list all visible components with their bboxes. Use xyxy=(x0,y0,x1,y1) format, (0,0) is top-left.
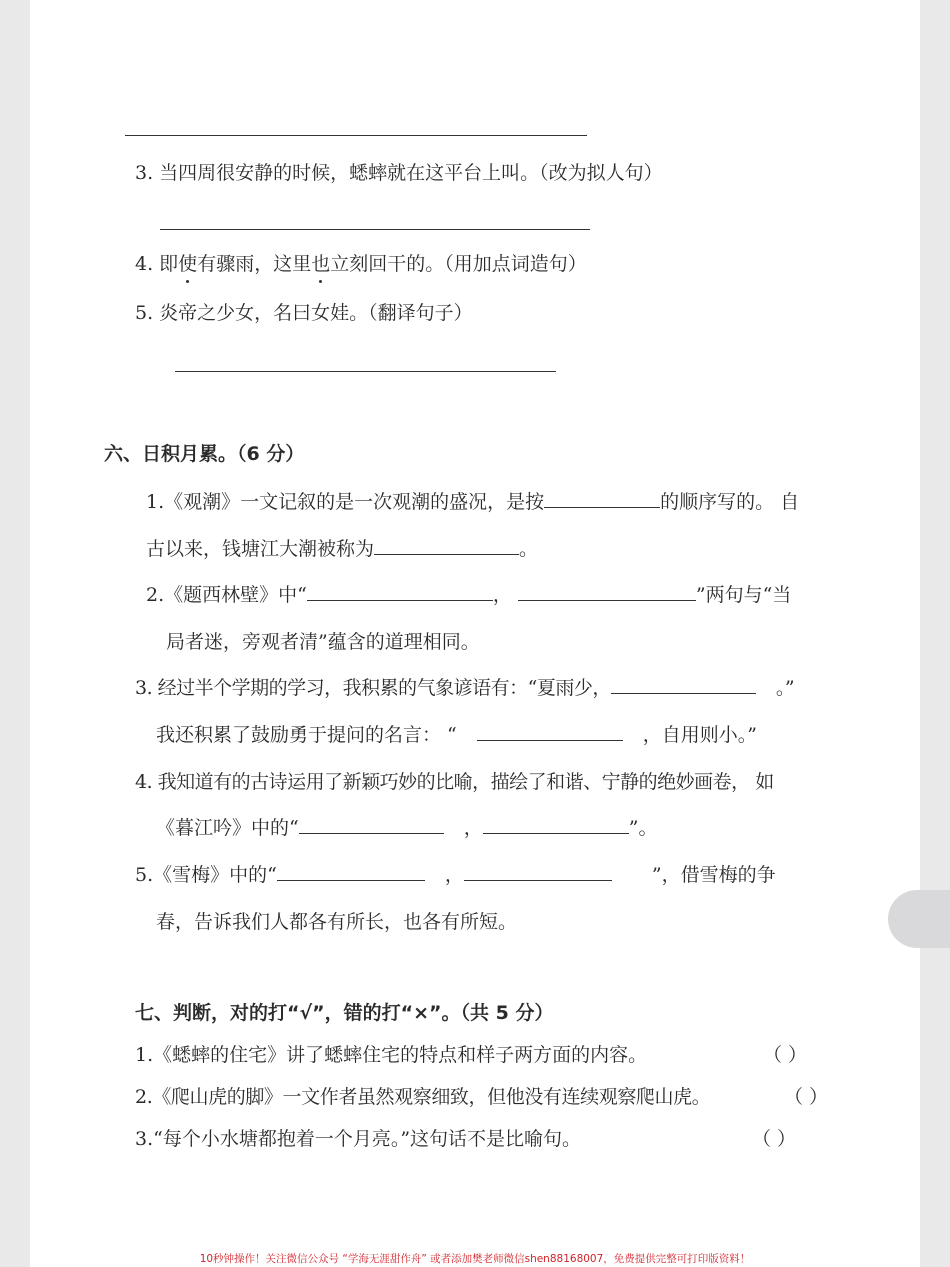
judge-paren-2[interactable]: （ ） xyxy=(784,1086,829,1108)
answer-line-5-5 xyxy=(175,371,556,372)
judge-item-1: 1.《蟋蟀的住宅》讲了蟋蟀住宅的特点和样子两方面的内容。 xyxy=(135,1044,648,1066)
question-6-3-line2: 我还积累了鼓励勇于提问的名言： “ ，自用则小。” xyxy=(156,724,757,746)
question-5-5 xyxy=(135,300,473,326)
question-6-5-line1: 5.《雪梅》中的“ ， ”，借雪梅的争 xyxy=(135,864,776,886)
answer-line-5-3 xyxy=(160,229,590,230)
question-6-4-line2: 《暮江吟》中的“ ， ”。 xyxy=(156,817,658,839)
blank-6-1-b[interactable] xyxy=(374,536,519,555)
dotted-char-ye: 也 xyxy=(311,253,331,275)
judge-paren-3[interactable]: （ ） xyxy=(752,1128,797,1150)
section-7-heading: 七、判断，对的打“√”，错的打“×”。（共 5 分） xyxy=(135,1002,554,1024)
blank-6-5-a[interactable] xyxy=(277,862,425,881)
blank-6-3-b[interactable] xyxy=(477,722,623,741)
question-5-4: 4. 即使有骤雨，这里也立刻回干的。（用加点词造句） xyxy=(135,253,587,275)
blank-6-1-a[interactable] xyxy=(544,489,660,508)
question-6-2-line2: 局者迷，旁观者清”蕴含的道理相同。 xyxy=(166,631,480,653)
blank-6-4-a[interactable] xyxy=(299,815,444,834)
judge-paren-1[interactable]: （ ） xyxy=(763,1044,808,1066)
answer-line-prev xyxy=(125,135,587,136)
blank-6-2-a[interactable] xyxy=(307,582,493,601)
judge-item-2: 2.《爬山虎的脚》一文作者虽然观察细致，但他没有连续观察爬山虎。 xyxy=(135,1086,711,1108)
question-6-1-line2: 古以来，钱塘江大潮被称为 。 xyxy=(146,538,539,560)
question-6-2-line1: 2.《题西林壁》中“ ， ”两句与“当 xyxy=(146,584,792,606)
footer-promo-text: 10秒钟操作！关注微信公众号 “学海无涯甜作舟” 或者添加樊老师微信shen88168007，免费提供完整可打印版资料！ xyxy=(199,1253,751,1265)
blank-6-3-a[interactable] xyxy=(611,675,756,694)
blank-6-4-b[interactable] xyxy=(483,815,629,834)
section-6-heading: 六、日积月累。（6 分） xyxy=(104,443,305,465)
question-6-1-line1: 1.《观潮》一文记叙的是一次观潮的盛况，是按 的顺序写的。 自 xyxy=(146,491,800,513)
worksheet-page xyxy=(30,0,920,1267)
question-5-3 xyxy=(135,160,663,186)
question-5-5-text: 5. 炎帝之少女，名曰女娃。（翻译句子） xyxy=(135,302,473,324)
question-6-4-line1: 4. 我知道有的古诗运用了新颖巧妙的比喻，描绘了和谐、宁静的绝妙画卷， 如 xyxy=(135,771,774,793)
side-scroll-tab[interactable] xyxy=(888,890,950,948)
question-6-5-line2: 春，告诉我们人都各有所长，也各有所短。 xyxy=(156,911,518,933)
question-6-3-line1: 3. 经过半个学期的学习，我积累的气象谚语有：“夏雨少， 。” xyxy=(135,677,795,699)
blank-6-5-b[interactable] xyxy=(464,862,612,881)
judge-item-3: 3.“每个小水塘都抱着一个月亮。”这句话不是比喻句。 xyxy=(135,1128,582,1150)
blank-6-2-b[interactable] xyxy=(518,582,696,601)
question-5-3-text: 3. 当四周很安静的时候，蟋蟀就在这平台上叫。（改为拟人句） xyxy=(135,162,663,184)
dotted-char-shi: 使 xyxy=(178,253,198,275)
